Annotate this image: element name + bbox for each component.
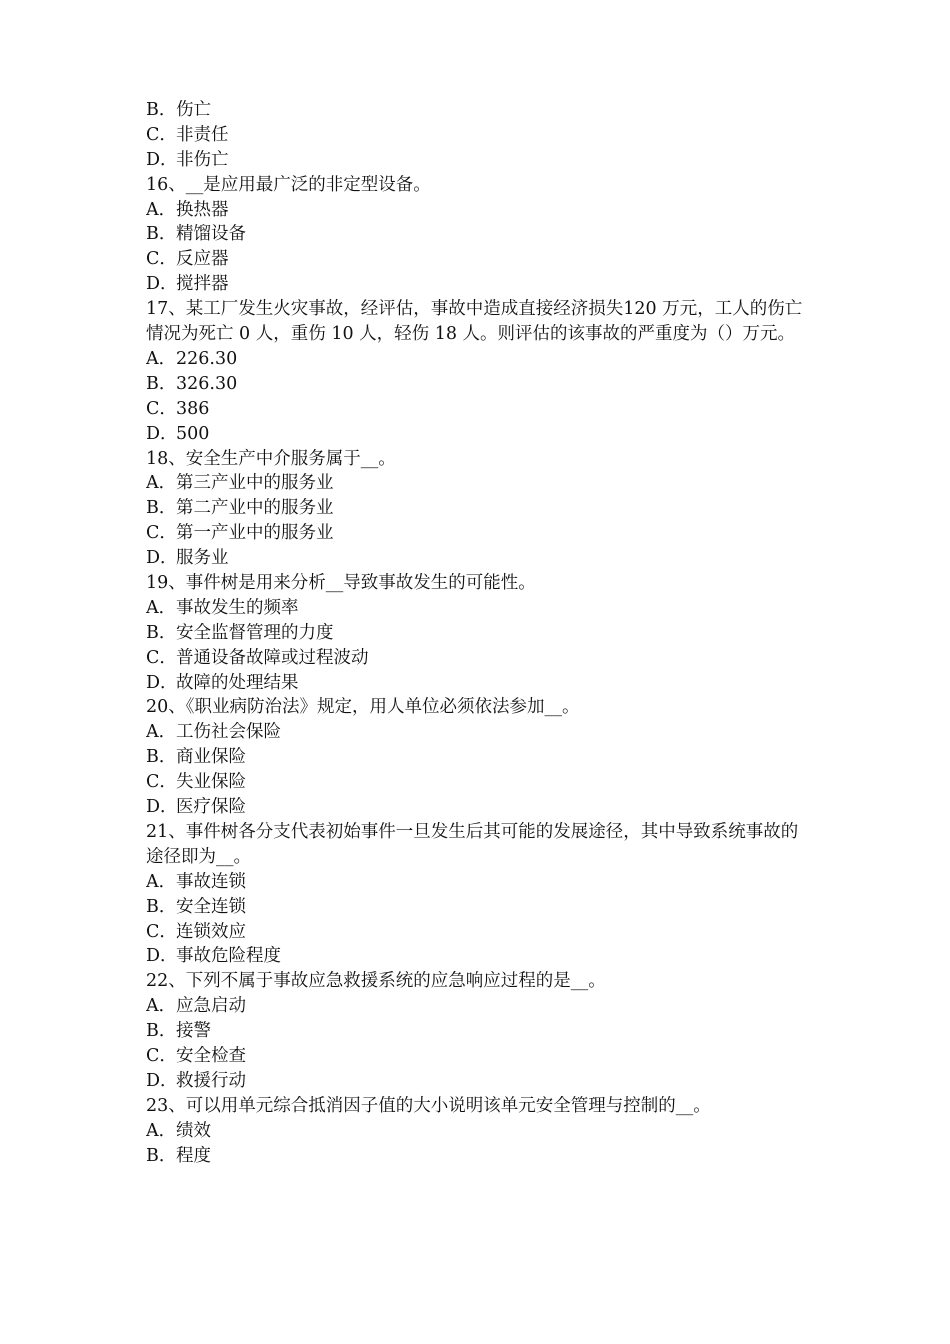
- question-text: 事件树各分支代表初始事件一旦发生后其可能的发展途径，其中导致系统事故的途径即为__。: [146, 821, 799, 867]
- option-text: 普通设备故障或过程波动: [176, 647, 369, 668]
- option-text: 连锁效应: [176, 921, 246, 942]
- option-text: 第二产业中的服务业: [176, 498, 334, 519]
- question-number: 21、: [146, 821, 186, 842]
- question-text: 《职业病防治法》规定，用人单位必须依法参加__。: [185, 697, 580, 718]
- option-16-d: [146, 272, 814, 297]
- option-text: 事故危险程度: [176, 946, 281, 967]
- option-17-b: [146, 372, 814, 397]
- option-20-c: [146, 770, 814, 795]
- option-letter: A．: [146, 348, 177, 369]
- option-text: 工伤社会保险: [176, 722, 281, 743]
- option-text: 326.30: [176, 373, 238, 394]
- option-text: 商业保险: [176, 747, 246, 768]
- option-text: 反应器: [176, 249, 229, 270]
- option-letter: C．: [146, 398, 177, 419]
- question-text: 某工厂发生火灾事故，经评估，事故中造成直接经济损失120 万元，工人的伤亡情况为死亡 0 人，重伤 10 人，轻伤 18 人。则评估的该事故的严重度为（）万元。: [146, 299, 803, 345]
- option-letter: A．: [146, 597, 177, 618]
- document-page: [146, 98, 814, 1168]
- option-18-c: [146, 521, 814, 546]
- option-text: 绩效: [176, 1120, 211, 1141]
- option-text: 精馏设备: [176, 224, 246, 245]
- option-18-b: [146, 496, 814, 521]
- option-19-c: [146, 646, 814, 671]
- option-17-d: [146, 422, 814, 447]
- question-number: 16、: [146, 174, 186, 195]
- option-18-a: [146, 471, 814, 496]
- option-text: 换热器: [176, 199, 229, 220]
- option-text: 故障的处理结果: [176, 672, 299, 693]
- option-text: 安全检查: [176, 1045, 246, 1066]
- question-number: 19、: [146, 572, 186, 593]
- option-19-b: [146, 621, 814, 646]
- question-number: 17、: [146, 299, 186, 320]
- option-22-a: [146, 994, 814, 1019]
- option-text: 服务业: [176, 548, 229, 569]
- option-23-b: [146, 1144, 814, 1169]
- question-text: __是应用最广泛的非定型设备。: [185, 174, 431, 195]
- option-letter: C．: [146, 921, 177, 942]
- option-letter: A．: [146, 871, 177, 892]
- option-text: 医疗保险: [176, 797, 246, 818]
- option-20-b: [146, 745, 814, 770]
- option-letter: B．: [146, 896, 177, 917]
- option-letter: D．: [146, 946, 178, 967]
- option-text: 接警: [176, 1021, 211, 1042]
- option-letter: C．: [146, 124, 177, 145]
- option-letter: A．: [146, 199, 177, 220]
- option-text: 事故发生的频率: [176, 597, 299, 618]
- question-18-stem: [146, 447, 814, 472]
- option-text: 应急启动: [176, 996, 246, 1017]
- option-21-b: [146, 895, 814, 920]
- question-text: 事件树是用来分析__导致事故发生的可能性。: [185, 572, 536, 593]
- option-letter: A．: [146, 473, 177, 494]
- option-text: 非伤亡: [176, 149, 229, 170]
- option-letter: C．: [146, 523, 177, 544]
- option-letter: D．: [146, 423, 178, 444]
- option-text: 程度: [176, 1145, 211, 1166]
- option-letter: D．: [146, 274, 178, 295]
- option-letter: D．: [146, 797, 178, 818]
- question-number: 22、: [146, 971, 186, 992]
- option-letter: B．: [146, 1145, 177, 1166]
- option-letter: B．: [146, 498, 177, 519]
- option-16-b: [146, 222, 814, 247]
- option-19-d: [146, 671, 814, 696]
- option-15-b: [146, 98, 814, 123]
- option-22-c: [146, 1044, 814, 1069]
- option-18-d: [146, 546, 814, 571]
- option-16-c: [146, 247, 814, 272]
- option-letter: A．: [146, 1120, 177, 1141]
- option-letter: D．: [146, 672, 178, 693]
- option-text: 226.30: [176, 348, 238, 369]
- question-text: 可以用单元综合抵消因子值的大小说明该单元安全管理与控制的__。: [185, 1095, 711, 1116]
- option-text: 500: [176, 423, 210, 444]
- option-letter: C．: [146, 1045, 177, 1066]
- option-letter: B．: [146, 1021, 177, 1042]
- option-16-a: [146, 198, 814, 223]
- question-22-stem: [146, 969, 814, 994]
- option-letter: B．: [146, 224, 177, 245]
- option-letter: D．: [146, 149, 178, 170]
- option-letter: B．: [146, 373, 177, 394]
- option-letter: C．: [146, 249, 177, 270]
- option-21-c: [146, 920, 814, 945]
- option-letter: B．: [146, 100, 177, 120]
- question-number: 23、: [146, 1095, 186, 1116]
- option-15-c: [146, 123, 814, 148]
- option-letter: A．: [146, 722, 177, 743]
- option-letter: D．: [146, 1070, 178, 1091]
- question-text: 下列不属于事故应急救援系统的应急响应过程的是__。: [185, 971, 606, 992]
- question-text: 安全生产中介服务属于__。: [185, 448, 396, 469]
- option-letter: C．: [146, 647, 177, 668]
- option-text: 第一产业中的服务业: [176, 523, 334, 544]
- option-letter: C．: [146, 772, 177, 793]
- option-text: 救援行动: [176, 1070, 246, 1091]
- option-text: 失业保险: [176, 772, 246, 793]
- question-20-stem: [146, 695, 814, 720]
- option-letter: B．: [146, 747, 177, 768]
- question-23-stem: [146, 1094, 814, 1119]
- question-21-stem: [146, 820, 814, 870]
- question-19-stem: [146, 571, 814, 596]
- option-text: 安全监督管理的力度: [176, 622, 334, 643]
- option-23-a: [146, 1119, 814, 1144]
- option-text: 搅拌器: [176, 274, 229, 295]
- option-17-c: [146, 397, 814, 422]
- option-text: 386: [176, 398, 210, 419]
- option-15-d: [146, 148, 814, 173]
- option-text: 事故连锁: [176, 871, 246, 892]
- option-20-a: [146, 720, 814, 745]
- option-21-d: [146, 944, 814, 969]
- option-text: 伤亡: [176, 100, 211, 120]
- option-19-a: [146, 596, 814, 621]
- option-letter: A．: [146, 996, 177, 1017]
- option-20-d: [146, 795, 814, 820]
- option-text: 第三产业中的服务业: [176, 473, 334, 494]
- question-number: 18、: [146, 448, 186, 469]
- question-number: 20、: [146, 697, 186, 718]
- option-22-b: [146, 1019, 814, 1044]
- question-17-stem: [146, 297, 814, 347]
- option-21-a: [146, 870, 814, 895]
- question-16-stem: [146, 173, 814, 198]
- option-22-d: [146, 1069, 814, 1094]
- option-17-a: [146, 347, 814, 372]
- option-letter: B．: [146, 622, 177, 643]
- option-letter: D．: [146, 548, 178, 569]
- option-text: 非责任: [176, 124, 229, 145]
- option-text: 安全连锁: [176, 896, 246, 917]
